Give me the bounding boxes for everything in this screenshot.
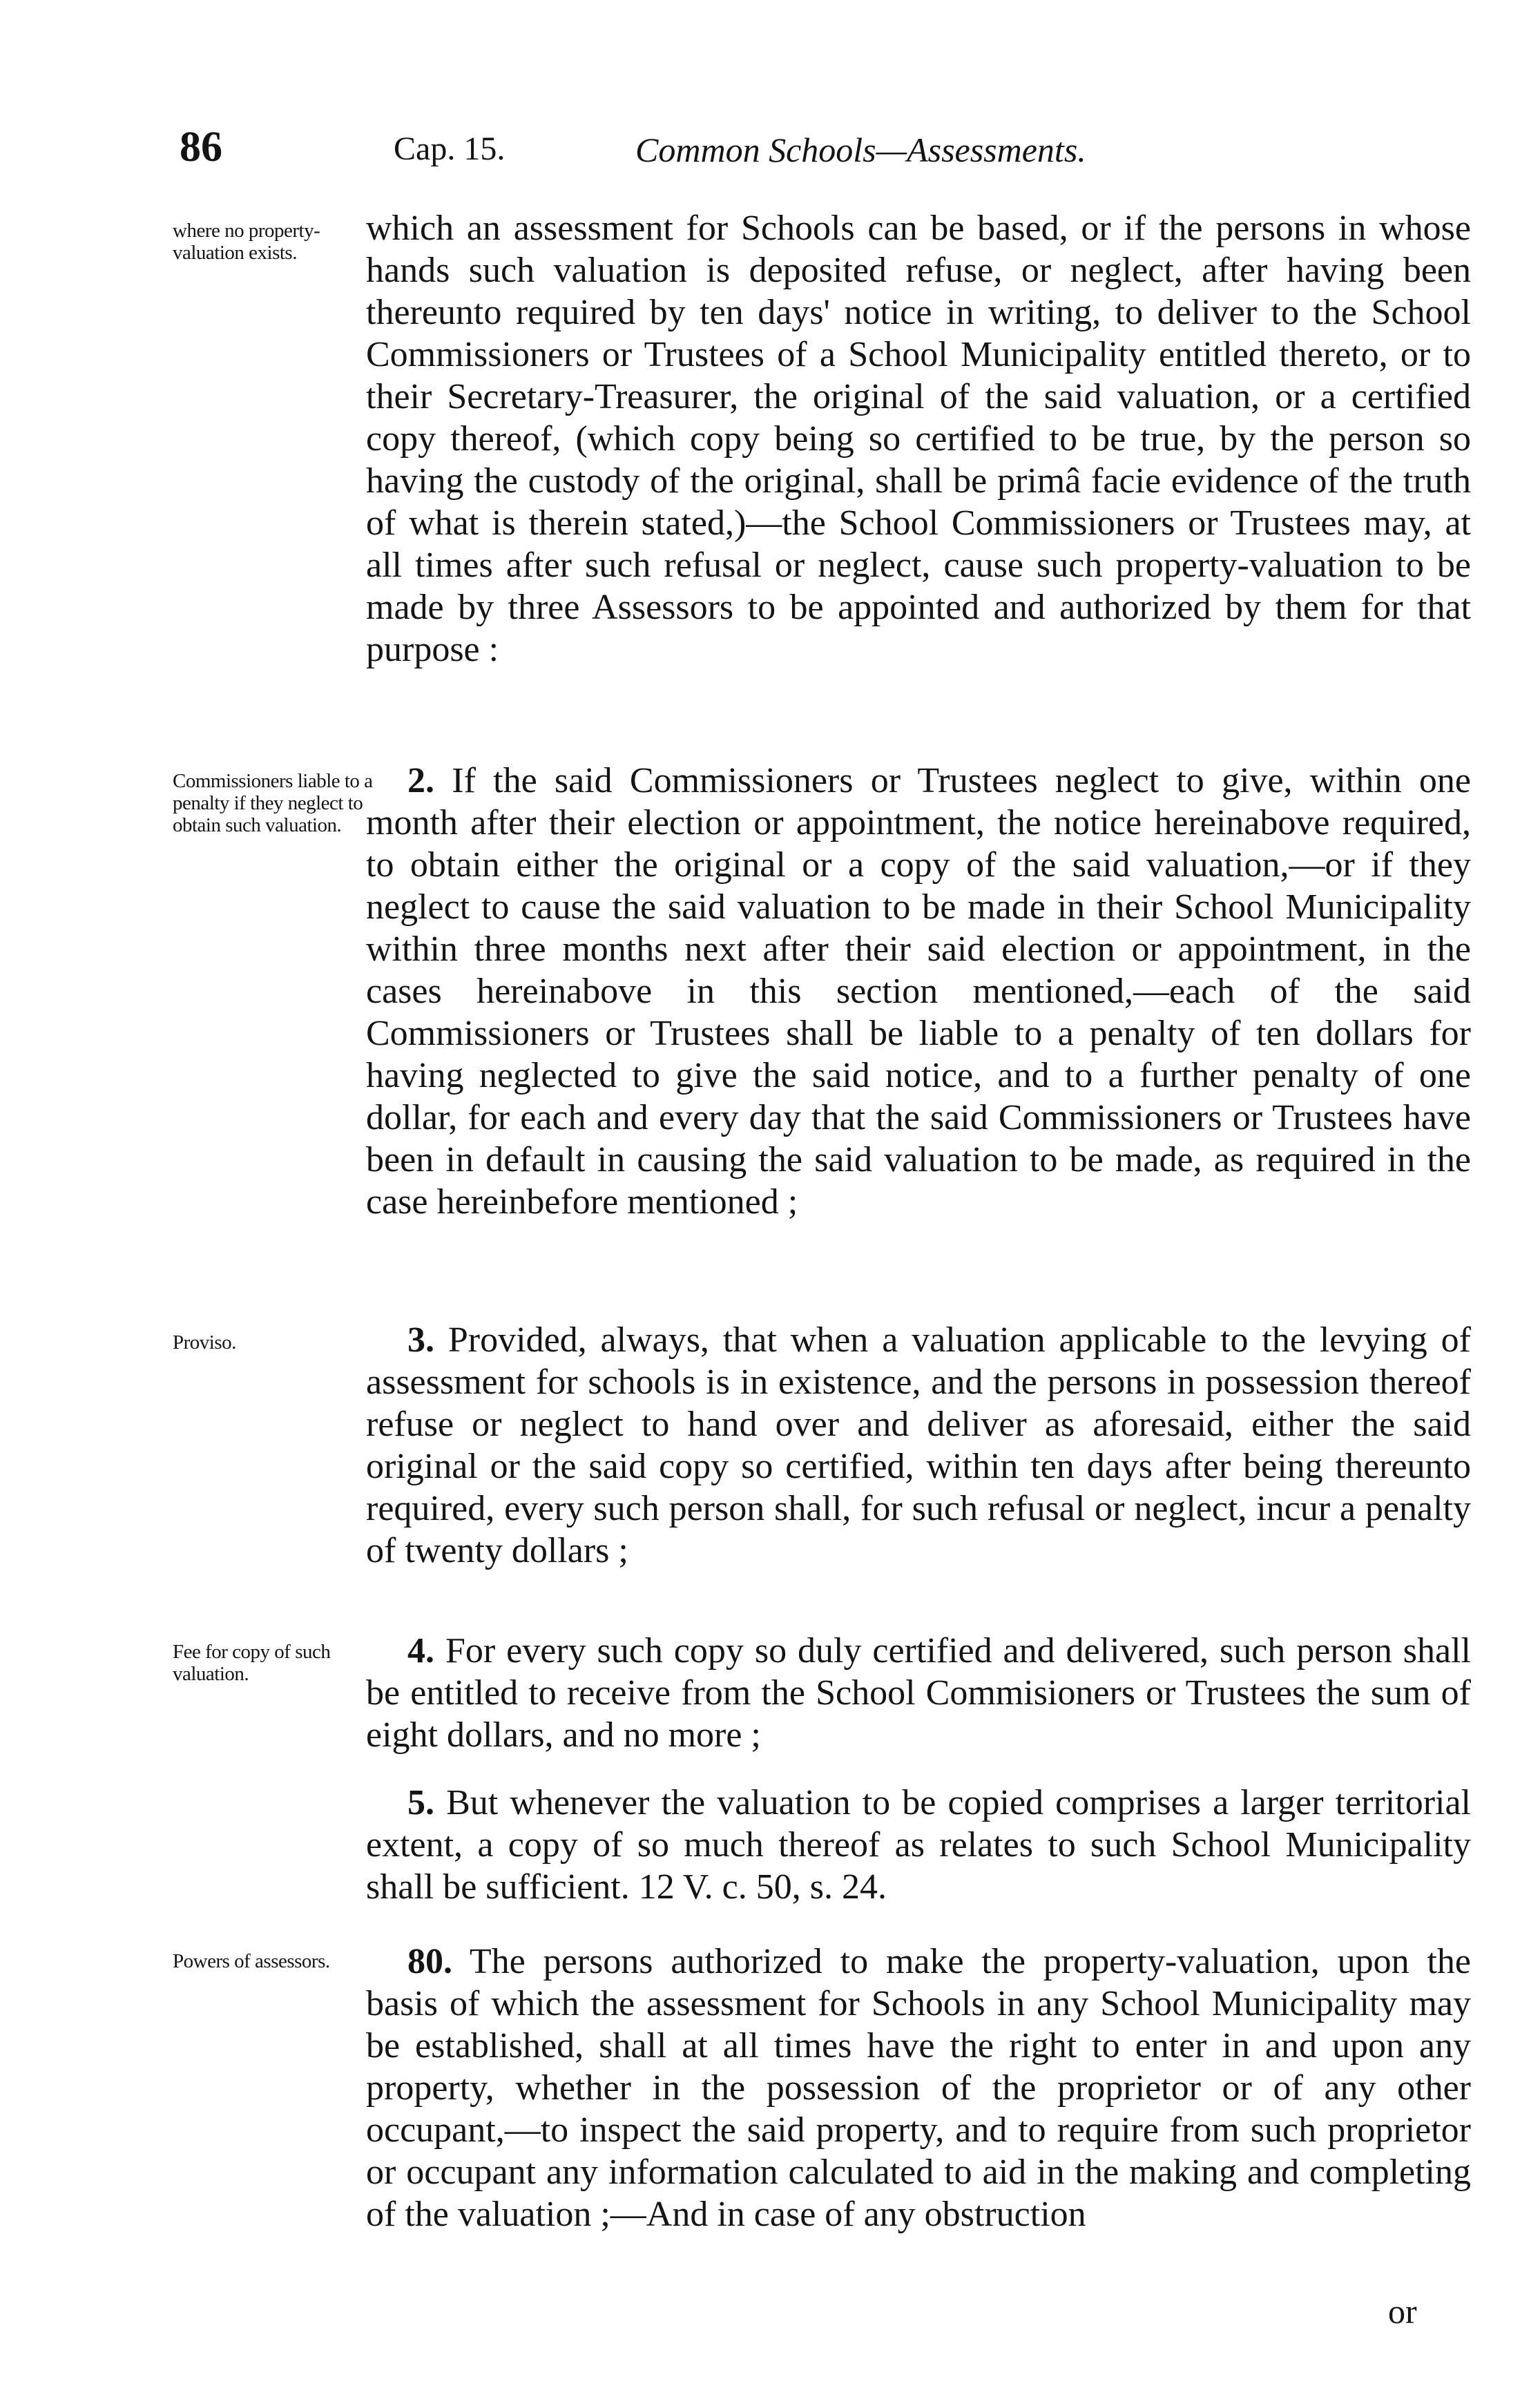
catchword: or xyxy=(1388,2292,1417,2331)
running-title: Common Schools—Assessments. xyxy=(635,131,1086,169)
paragraph-text: For every such copy so duly certified and delivered, such person shall be entitled to receive from the School Commisioners or Trustees the sum of eight dollars, and no more ; xyxy=(366,1631,1472,1755)
subsection-number: 3. xyxy=(407,1320,434,1360)
paragraph-section-80 xyxy=(366,1941,1471,2235)
paragraph-subsection-4 xyxy=(366,1630,1471,1756)
paragraph-text: Provided, always, that when a valuation applicable to the levying of assessment for schools is in existence, and the persons in possession thereof refuse or neglect to hand over and deliver as aforesaid, either the said original or the said copy so certified, within ten days after being thereunto required, every such person shall, for such refusal or neglect, incur a penalty of twenty dollars ; xyxy=(366,1320,1472,1570)
paragraph-text: If the said Commissioners or Trustees neglect to give, within one month after their election or appointment, the notice hereinabove required, to obtain either the original or a copy of the said valuation,—or if they neglect to cause the said valuation to be made in their School Municipality within three months next after their said election or appointment, in the cases hereinabove in this section mentioned,—each of the said Commissioners or Trustees shall be liable to a penalty of ten dollars for having neglected to give the said notice, and to a further penalty of one dollar, for each and every day that the said Commissioners or Trustees have been in default in causing the said valuation to be made, as required in the case hereinbefore mentioned ; xyxy=(366,761,1472,1222)
margin-note: Proviso. xyxy=(173,1331,236,1354)
subsection-number: 2. xyxy=(407,761,434,800)
margin-note: Fee for copy of such valuation. xyxy=(173,1641,331,1685)
margin-note: where no property-valuation exists. xyxy=(173,220,320,264)
margin-note: Commissioners liable to a penalty if they neglect to obtain such valuation. xyxy=(173,770,373,836)
paragraph-text: The persons authorized to make the property-valuation, upon the basis of which the assessment for Schools in any School Municipality may be established, shall at all times have the right to enter in and upon any property, whether in the possession of the proprietor or of any other occupant,—to inspect the said property, and to require from such proprietor or occupant any information calculated to aid in the making and completing of the valuation ;—And in case of any obstruction xyxy=(366,1942,1471,2234)
paragraph-text: which an assessment for Schools can be based, or if the persons in whose hands such valuation is deposited refuse, or neglect, after having been thereunto required by ten days' notice in writing, to deliver to the School Commissioners or Trustees of a School Municipality entitled thereto, or to their Secretary-Treasurer, the original of the said valuation, or a certified copy thereof, (which copy being so certified to be true, by the person so having the custody of the original, shall be primâ facie evidence of the truth of what is therein stated,)—the School Commissioners or Trustees may, at all times after such refusal or neglect, cause such property-valuation to be made by three Assessors to be appointed and authorized by them for that purpose : xyxy=(366,209,1471,669)
paragraph-continuation xyxy=(366,207,1471,671)
paragraph-text: But whenever the valuation to be copied comprises a larger territorial extent, a copy of so much thereof as relates to such School Municipality shall be sufficient. 12 V. c. 50, s. 24. xyxy=(366,1783,1471,1907)
page-number: 86 xyxy=(180,124,222,171)
section-number: 80. xyxy=(407,1942,452,1981)
paragraph-subsection-3 xyxy=(366,1319,1471,1572)
margin-note: Powers of assessors. xyxy=(173,1950,330,1972)
paragraph-subsection-5 xyxy=(366,1782,1471,1908)
subsection-number: 4. xyxy=(407,1631,434,1670)
running-header xyxy=(0,123,1540,171)
paragraph-subsection-2 xyxy=(366,760,1471,1223)
subsection-number: 5. xyxy=(407,1783,434,1822)
chapter-label: Cap. 15. xyxy=(394,131,506,167)
